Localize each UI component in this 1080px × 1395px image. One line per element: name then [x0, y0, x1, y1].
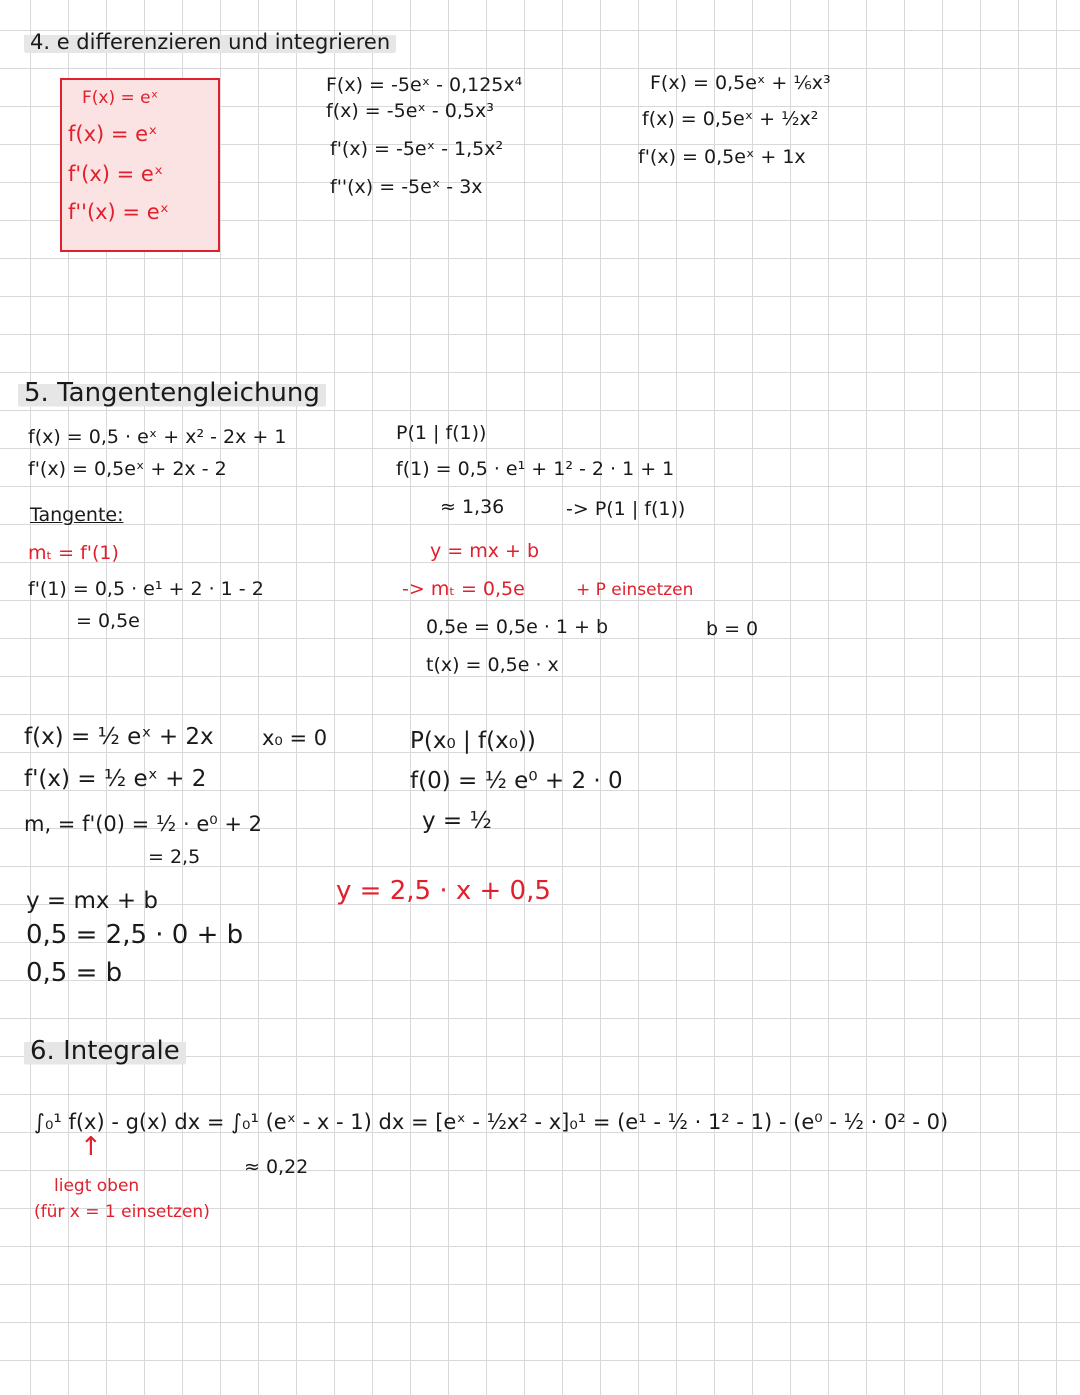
s5-b6: 0,5e = 0,5e · 1 + b	[426, 616, 609, 638]
col2-line-4: f''(x) = -5eˣ - 3x	[330, 176, 483, 198]
box-line-4: f''(x) = eˣ	[68, 200, 169, 224]
section-5-title: 5. Tangentengleichung	[18, 378, 326, 408]
s5-tangente-label: Tangente:	[30, 504, 124, 526]
s5-a4: = 0,5e	[76, 610, 140, 632]
s5-b5b: + P einsetzen	[576, 580, 694, 600]
s6-note-2: (für x = 1 einsetzen)	[34, 1202, 210, 1222]
col2-line-3: f'(x) = -5eˣ - 1,5x²	[330, 138, 504, 160]
s5-c6: 0,5 = 2,5 · 0 + b	[26, 920, 244, 950]
s5-b5: -> mₜ = 0,5e	[402, 578, 525, 600]
s5-b4: y = mx + b	[430, 540, 540, 562]
s6-note-1: liegt oben	[54, 1176, 140, 1196]
s5-b3: ≈ 1,36	[440, 496, 505, 518]
s5-result-tangent: y = 2,5 · x + 0,5	[336, 876, 551, 906]
section-6-title: 6. Integrale	[24, 1036, 186, 1066]
s5-c4: = 2,5	[148, 846, 201, 868]
s5-b1: P(1 | f(1))	[396, 422, 487, 444]
s6-result: ≈ 0,22	[244, 1156, 309, 1178]
box-line-1: F(x) = eˣ	[82, 88, 159, 108]
s5-a1: f(x) = 0,5 · eˣ + x² - 2x + 1	[28, 426, 287, 448]
s5-mt: mₜ = f'(1)	[28, 542, 119, 564]
col3-line-2: f(x) = 0,5eˣ + ½x²	[642, 108, 819, 130]
s5-b3b: -> P(1 | f(1))	[566, 498, 686, 520]
s5-c2: f'(x) = ½ eˣ + 2	[24, 766, 207, 792]
s5-c5: y = mx + b	[26, 888, 159, 914]
section-4-title: 4. e differenzieren und integrieren	[24, 30, 396, 54]
s5-b2: f(1) = 0,5 · e¹ + 1² - 2 · 1 + 1	[396, 458, 675, 480]
box-line-3: f'(x) = eˣ	[68, 162, 164, 186]
s5-c1b: x₀ = 0	[262, 726, 328, 750]
col3-line-3: f'(x) = 0,5eˣ + 1x	[638, 146, 806, 168]
s5-d2: f(0) = ½ e⁰ + 2 · 0	[410, 768, 623, 794]
col2-line-1: F(x) = -5eˣ - 0,125x⁴	[326, 74, 523, 96]
s5-b7: t(x) = 0,5e · x	[426, 654, 559, 676]
s5-a3: f'(1) = 0,5 · e¹ + 2 · 1 - 2	[28, 578, 264, 600]
s5-d1: P(x₀ | f(x₀))	[410, 728, 536, 754]
s5-c3: m, = f'(0) = ½ · e⁰ + 2	[24, 812, 262, 836]
s5-c7: 0,5 = b	[26, 958, 123, 988]
s5-c1: f(x) = ½ eˣ + 2x	[24, 724, 214, 750]
box-line-2: f(x) = eˣ	[68, 122, 158, 146]
s5-b6b: b = 0	[706, 618, 759, 640]
col3-line-1: F(x) = 0,5eˣ + ⅙x³	[650, 72, 831, 94]
s5-d3: y = ½	[422, 808, 492, 834]
col2-line-2: f(x) = -5eˣ - 0,5x³	[326, 100, 494, 122]
s6-arrow-icon: ↑	[80, 1132, 102, 1162]
s6-integral-formula: ∫₀¹ f(x) - g(x) dx = ∫₀¹ (eˣ - x - 1) dx = [eˣ - ½x² - x]₀¹ = (e¹ - ½ · 1² - 1) - (e⁰ - ½ · 0² - 0)	[34, 1110, 949, 1134]
s5-a2: f'(x) = 0,5eˣ + 2x - 2	[28, 458, 227, 480]
